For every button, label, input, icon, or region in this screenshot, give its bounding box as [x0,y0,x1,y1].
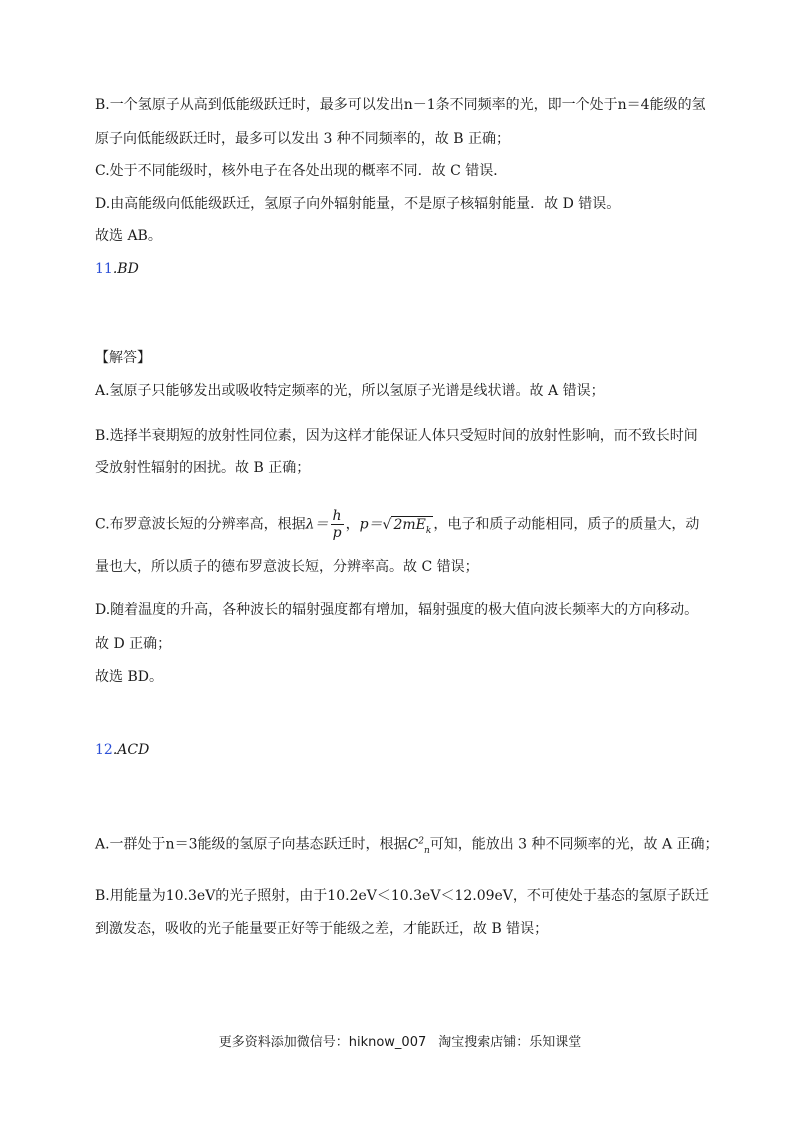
q12-b-line-2: 到激发态，吸收的光子能量要正好等于能级之差，才能跃迁，故 B 错误； [95,921,549,937]
q11-c-sep: ， [345,516,360,533]
q11-number: 11 [95,261,113,277]
b-line-2: 原子向低能级跃迁时，最多可以发出 3 种不同频率的，故 B 正确； [95,131,510,147]
q12-answer-line [95,740,149,760]
q11-b-line-2: 受放射性辐射的困扰。故 B 正确； [95,460,311,476]
q11-b-line-1: B.选择半衰期短的放射性同位素，因为这样才能保证人体只受短时间的放射性影响，而不致长时间 [95,428,698,444]
q12-b-line-1: B.用能量为10.3eV的光子照射，由于10.2eV＜10.3eV＜12.09eV，不可使处于基态的氢原子跃迁 [95,888,709,904]
q11-c-line-1 [95,508,699,546]
sqrt-expression [383,509,434,547]
footer-wechat: 更多资料添加微信号：hiknow_007 [218,1035,427,1050]
q11-c-prefix: C.布罗意波长短的分辨率高，根据 [95,516,306,533]
q11-d-line: D.随着温度的升高，各种波长的辐射强度都有增加，辐射强度的极大值向波长频率大的方向移动。 [95,602,699,618]
q11-c-suffix: ，电子和质子动能相同，质子的质量大，动 [433,516,700,533]
h-over-p-fraction [331,508,344,541]
sqrt-icon: √ [382,516,392,533]
q11-heading: 【解答】 [95,350,151,366]
fraction-denominator: p [332,525,342,541]
combination-symbol: $C^2_n$ [407,836,430,856]
footer-taobao: 淘宝搜索店铺：乐知课堂 [438,1035,582,1050]
q12-a-prefix: A.一群处于n＝3能级的氢原子向基态跃迁时，根据 [95,836,408,853]
q11-d-line-2: 故 D 正确； [95,636,172,652]
b-line-1: B.一个氢原子从高到低能级跃迁时，最多可以发出n－1条不同频率的光，即一个处于n＝4能级的氢 [95,97,706,113]
d-line: D.由高能级向低能级跃迁，氢原子向外辐射能量，不是原子核辐射能量．故 D 错误。 [95,196,621,212]
fraction-numerator: h [332,508,342,524]
lambda-eq: λ＝ [305,516,329,533]
conclusion-ab: 故选 AB。 [95,228,162,244]
q12-number: 12 [95,742,113,758]
conclusion-bd: 故选 BD。 [95,669,163,685]
sqrt-radicand: $2mE_k$ [393,516,432,536]
q12-a-suffix: 可知，能放出 3 种不同频率的光，故 A 正确； [429,836,719,853]
q11-answer: .BD [112,261,139,277]
q11-a-line: A.氢原子只能够发出或吸收特定频率的光，所以氢原子光谱是线状谱。故 A 错误； [95,383,605,399]
q12-a-line [95,831,719,860]
c-line: C.处于不同能级时，核外电子在各处出现的概率不同．故 C 错误． [95,163,508,179]
q12-answer: .ACD [112,742,150,758]
q11-answer-line [95,259,139,279]
q11-c-line-2: 量也大，所以质子的德布罗意波长短，分辨率高。故 C 错误； [95,559,479,575]
p-eq: p＝ [359,516,383,533]
footer [0,1031,800,1050]
